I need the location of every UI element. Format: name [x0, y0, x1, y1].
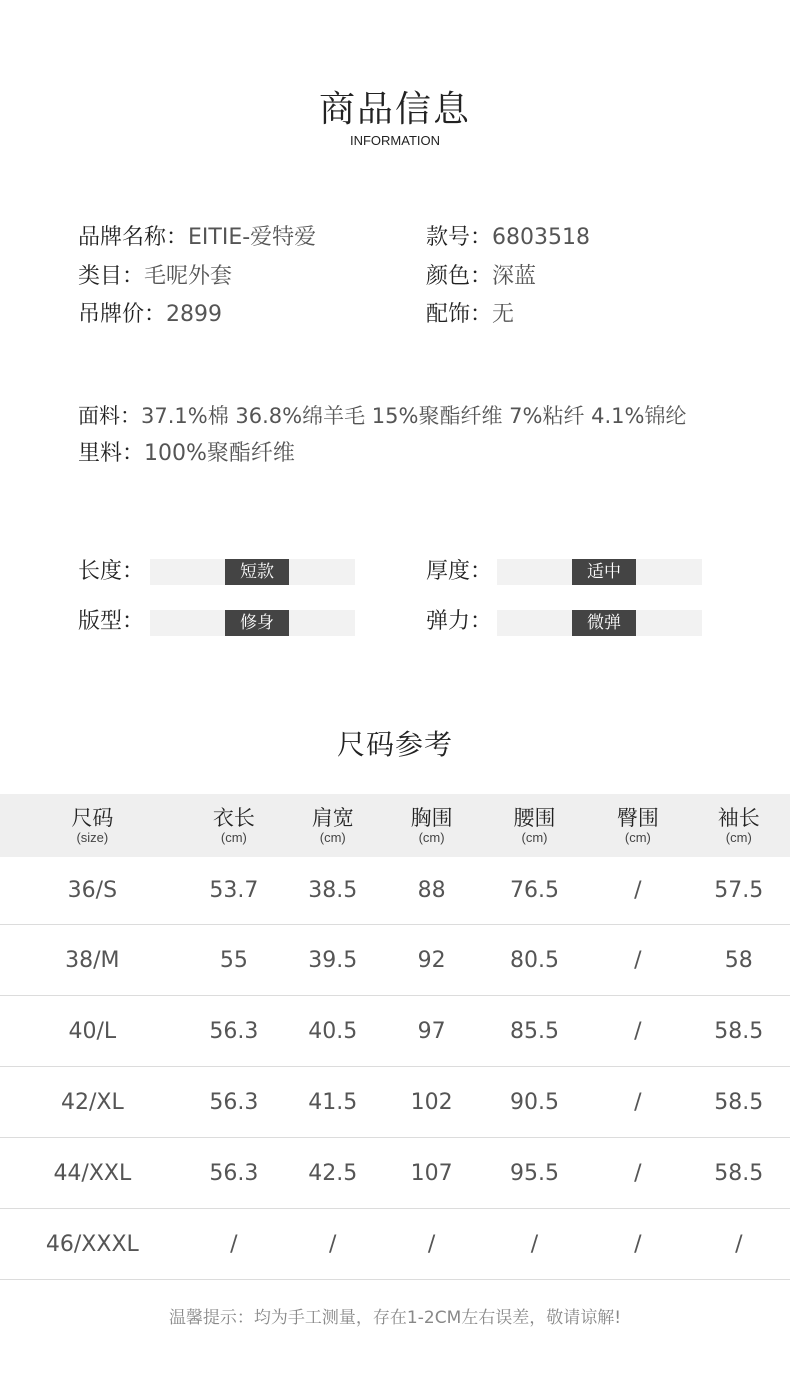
fit-bar: [150, 610, 355, 636]
table-cell: /: [588, 1138, 687, 1209]
table-cell: 76.5: [481, 857, 588, 925]
table-cell: /: [588, 857, 687, 925]
column-name: 衣长: [212, 805, 255, 830]
column-name: 肩宽: [311, 805, 354, 830]
table-cell: 95.5: [481, 1138, 588, 1209]
accessory-label: 配饰：: [426, 302, 493, 327]
table-cell: /: [588, 996, 687, 1067]
fit-marker: 修身: [225, 610, 289, 636]
size-table-header: [0, 794, 790, 857]
table-cell: /: [382, 1209, 480, 1280]
style-no-value: 6803518: [492, 225, 590, 250]
color-row: [426, 263, 536, 291]
fabric-outer-row: [78, 402, 686, 430]
table-cell: 44/XXL: [0, 1138, 185, 1209]
length-label: 长度：: [78, 559, 145, 584]
table-cell: 39.5: [283, 925, 382, 996]
size-column-header: [382, 794, 480, 857]
table-cell: 102: [382, 1067, 480, 1138]
brand-label: 品牌名称：: [78, 225, 189, 250]
accessory-value: 无: [492, 302, 515, 327]
size-table: [0, 794, 790, 1280]
table-cell: 42/XL: [0, 1067, 185, 1138]
table-cell: 80.5: [481, 925, 588, 996]
table-cell: 40/L: [0, 996, 185, 1067]
brand-row: [78, 224, 316, 252]
column-name: 尺码: [71, 805, 114, 830]
measurement-tip: 温馨提示：均为手工测量，存在1-2CM左右误差，敬请谅解!: [168, 1308, 622, 1328]
table-cell: 85.5: [481, 996, 588, 1067]
category-label: 类目：: [78, 264, 145, 289]
table-row: [0, 1138, 790, 1209]
table-row: [0, 925, 790, 996]
table-cell: 53.7: [185, 857, 283, 925]
table-cell: 88: [382, 857, 480, 925]
page-title: 商品信息: [318, 89, 471, 130]
length-bar: [150, 559, 355, 585]
table-cell: 38/M: [0, 925, 185, 996]
table-cell: 92: [382, 925, 480, 996]
table-row: [0, 1067, 790, 1138]
column-name: 腰围: [513, 805, 556, 830]
fabric-lining-row: [78, 440, 295, 468]
fit-label: 版型：: [78, 609, 145, 634]
size-column-header: [688, 794, 790, 857]
size-column-header: [283, 794, 382, 857]
price-row: [78, 301, 222, 329]
size-column-header: [588, 794, 687, 857]
length-marker: 短款: [225, 559, 289, 585]
brand-value: EITIE-爱特爱: [188, 225, 317, 250]
table-row: [0, 1209, 790, 1280]
column-name: 袖长: [717, 805, 760, 830]
table-cell: /: [185, 1209, 283, 1280]
table-cell: 90.5: [481, 1067, 588, 1138]
column-unit: (cm): [624, 829, 651, 845]
fabric-outer-value: 37.1%棉 36.8%绵羊毛 15%聚酯纤维 7%粘纤 4.1%锦纶: [141, 404, 687, 428]
table-cell: 58.5: [688, 1067, 790, 1138]
thickness-marker: 适中: [572, 559, 636, 585]
thickness-bar: [497, 559, 702, 585]
column-unit: (cm): [725, 829, 752, 845]
accessory-row: [426, 301, 514, 329]
table-cell: 40.5: [283, 996, 382, 1067]
style-no-row: [426, 224, 590, 252]
fabric-lining-value: 100%聚酯纤维: [144, 441, 295, 466]
column-unit: (cm): [521, 829, 548, 845]
color-value: 深蓝: [492, 264, 537, 289]
price-value: 2899: [166, 302, 223, 327]
table-cell: 56.3: [185, 996, 283, 1067]
table-cell: 38.5: [283, 857, 382, 925]
thickness-label: 厚度：: [426, 559, 493, 584]
table-cell: /: [481, 1209, 588, 1280]
size-column-header: [0, 794, 185, 857]
column-unit: (size): [76, 829, 109, 845]
column-unit: (cm): [418, 829, 445, 845]
fabric-lining-label: 里料：: [78, 441, 145, 466]
fabric-outer-label: 面料：: [78, 404, 141, 428]
table-cell: 58.5: [688, 996, 790, 1067]
category-row: [78, 263, 232, 291]
table-cell: 57.5: [688, 857, 790, 925]
elasticity-marker: 微弹: [572, 610, 636, 636]
elasticity-bar: [497, 610, 702, 636]
table-cell: /: [588, 1067, 687, 1138]
table-cell: /: [588, 1209, 687, 1280]
column-unit: (cm): [220, 829, 247, 845]
column-unit: (cm): [319, 829, 346, 845]
table-cell: 58: [688, 925, 790, 996]
table-cell: 56.3: [185, 1067, 283, 1138]
table-cell: 41.5: [283, 1067, 382, 1138]
table-cell: 107: [382, 1138, 480, 1209]
table-cell: 46/XXXL: [0, 1209, 185, 1280]
elasticity-label: 弹力：: [426, 609, 493, 634]
size-column-header: [481, 794, 588, 857]
column-name: 臀围: [616, 805, 659, 830]
table-cell: 36/S: [0, 857, 185, 925]
size-chart-title: 尺码参考: [336, 728, 453, 761]
size-column-header: [185, 794, 283, 857]
table-cell: /: [283, 1209, 382, 1280]
page-subtitle: INFORMATION: [349, 133, 441, 148]
table-cell: 42.5: [283, 1138, 382, 1209]
table-cell: 56.3: [185, 1138, 283, 1209]
category-value: 毛呢外套: [144, 264, 233, 289]
style-no-label: 款号：: [426, 225, 493, 250]
table-row: [0, 857, 790, 925]
color-label: 颜色：: [426, 264, 493, 289]
table-cell: 55: [185, 925, 283, 996]
table-cell: /: [588, 925, 687, 996]
table-cell: /: [688, 1209, 790, 1280]
table-row: [0, 996, 790, 1067]
price-label: 吊牌价：: [78, 302, 167, 327]
size-table-body: [0, 857, 790, 1280]
column-name: 胸围: [410, 805, 453, 830]
table-cell: 58.5: [688, 1138, 790, 1209]
table-cell: 97: [382, 996, 480, 1067]
